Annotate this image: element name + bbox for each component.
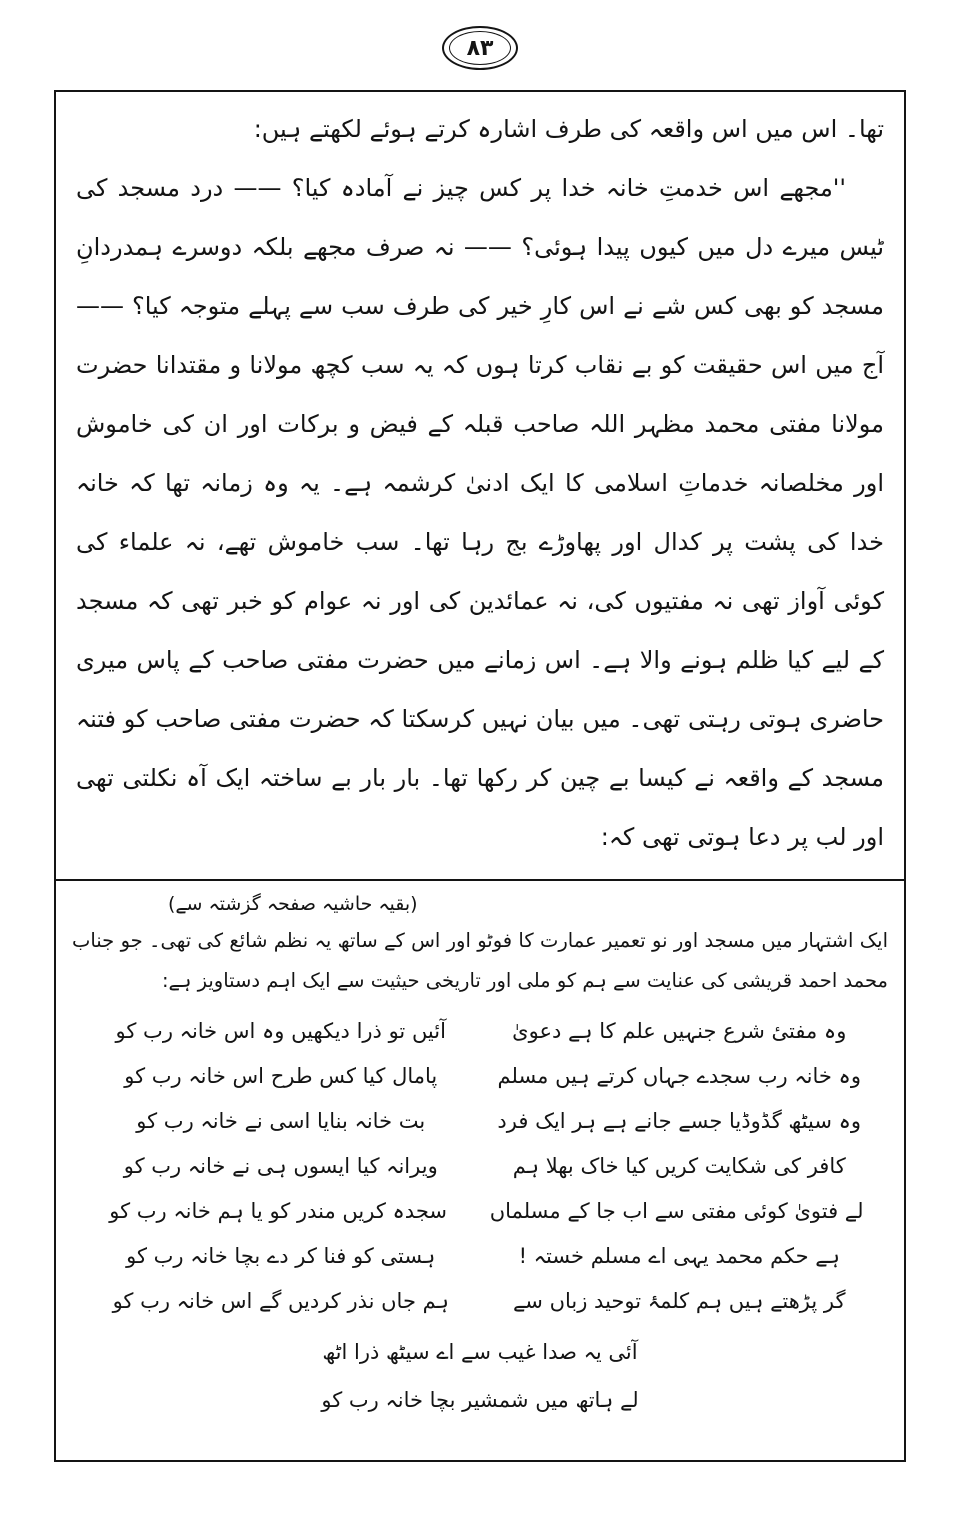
quoted-passage: ''مجھے اس خدمتِ خانہ خدا پر کس چیز نے آمادہ کیا؟ —— درد مسجد کی ٹیس میرے دل میں کیوں پیدا ہوئی؟ —— نہ صرف مجھے بلکہ دوسرے ہمدردانِ مسجد کو بھی کس شے نے اس کارِ خیر کی طرف سب سے پہلے متوجہ کیا؟ —— آج میں اس حقیقت کو بے نقاب کرتا ہوں کہ یہ سب کچھ مولانا و مقتدانا حضرت مولانا مفتی محمد مظہر اللہ صاحب قبلہ کے فیض و برکات اور ان کی خاموش اور مخلصانہ خدماتِ اسلامی کا ایک ادنیٰ کرشمہ ہے۔ یہ وہ زمانہ تھا کہ خانہ خدا کی پشت پر کدال اور پھاوڑے بج رہا تھا۔ سب خاموش تھے، نہ علماء کی کوئی آواز تھی نہ مفتیوں کی، نہ عمائدین کی اور نہ عوام کو خبر تھی کہ مسجد کے لیے کیا ظلم ہونے والا ہے۔ اس زمانے میں حضرت مفتی صاحب کے پاس میری حاضری ہوتی رہتی تھی۔ میں بیان نہیں کرسکتا کہ حضرت مفتی صاحب کو فتنہ مسجد کے واقعہ نے کیسا بے چین کر رکھا تھا۔ بار بار بے ساختہ ایک آہ نکلتی تھی اور لب پر دعا ہوتی تھی کہ: bbox=[76, 174, 884, 851]
poem-couplet bbox=[96, 1099, 863, 1144]
hemistich-second: ہستی کو فنا کر دے بچا خانہ رب کو bbox=[126, 1244, 436, 1268]
page-number-container bbox=[0, 26, 960, 70]
footnote-section bbox=[56, 881, 904, 1460]
hemistich-second: بت خانہ بنایا اسی نے خانہ رب کو bbox=[136, 1109, 426, 1133]
poem bbox=[96, 1009, 863, 1324]
closing-line-2: لے ہاتھ میں شمشیر بچا خانہ رب کو bbox=[321, 1388, 639, 1412]
text-frame bbox=[54, 90, 906, 1462]
poem-couplet bbox=[96, 1144, 863, 1189]
main-text-area bbox=[56, 92, 904, 879]
poem-couplet bbox=[96, 1234, 863, 1279]
dua-line bbox=[76, 871, 884, 879]
poem-couplet bbox=[96, 1189, 863, 1234]
poem-couplet bbox=[96, 1009, 863, 1054]
hemistich-second: پامال کیا کس طرح اس خانہ رب کو bbox=[124, 1064, 438, 1088]
poem-couplet bbox=[96, 1279, 863, 1324]
hemistich-first: وہ خانہ رب سجدے جہاں کرتے ہیں مسلم bbox=[497, 1064, 861, 1088]
hemistich-second: ہم جاں نذر کردیں گے اس خانہ رب کو bbox=[112, 1289, 449, 1313]
hemistich-second: سجدہ کریں مندر کو یا ہم خانہ رب کو bbox=[109, 1199, 447, 1223]
hemistich-first: گر پڑھتے ہیں ہم کلمۂ توحید زباں سے bbox=[513, 1289, 846, 1313]
hemistich-first: وہ سیٹھ گڈوڈیا جسے جانے ہے ہر ایک فرد bbox=[497, 1109, 862, 1133]
poem-couplet bbox=[96, 1054, 863, 1099]
hemistich-first: کافر کی شکایت کریں کیا خاک بھلا ہم bbox=[512, 1154, 846, 1178]
hemistich-second: آئیں تو ذرا دیکھیں وہ اس خانہ رب کو bbox=[115, 1019, 446, 1043]
intro-line: تھا۔ اس میں اس واقعہ کی طرف اشارہ کرتے ہوئے لکھتے ہیں: bbox=[253, 115, 884, 143]
poem-closing bbox=[72, 1328, 888, 1424]
page-number-oval bbox=[442, 26, 518, 70]
footnote-continuation-label: (بقیہ حاشیہ صفحہ گزشتہ سے) bbox=[168, 893, 418, 915]
hemistich-first: ہے حکم محمد یہی اے مسلم خستہ ! bbox=[518, 1244, 840, 1268]
hemistich-first: وہ مفتیٔ شرع جنہیں علم کا ہے دعویٰ bbox=[512, 1019, 847, 1043]
page-number: ۸۳ bbox=[449, 31, 511, 65]
hemistich-second: ویرانہ کیا ایسوں ہی نے خانہ رب کو bbox=[123, 1154, 438, 1178]
footnote-intro: ایک اشتہار میں مسجد اور نو تعمیر عمارت کا فوٹو اور اس کے ساتھ یہ نظم شائع کی تھی۔ جو جناب محمد احمد قریشی کی عنایت سے ہم کو ملی اور تاریخی حیثیت سے ایک اہم دستاویز ہے: bbox=[72, 929, 888, 992]
closing-line-1: آئی یہ صدا غیب سے اے سیٹھ ذرا اٹھ bbox=[322, 1340, 638, 1364]
hemistich-first: لے فتویٰ کوئی مفتی سے اب جا کے مسلماں bbox=[489, 1199, 864, 1223]
